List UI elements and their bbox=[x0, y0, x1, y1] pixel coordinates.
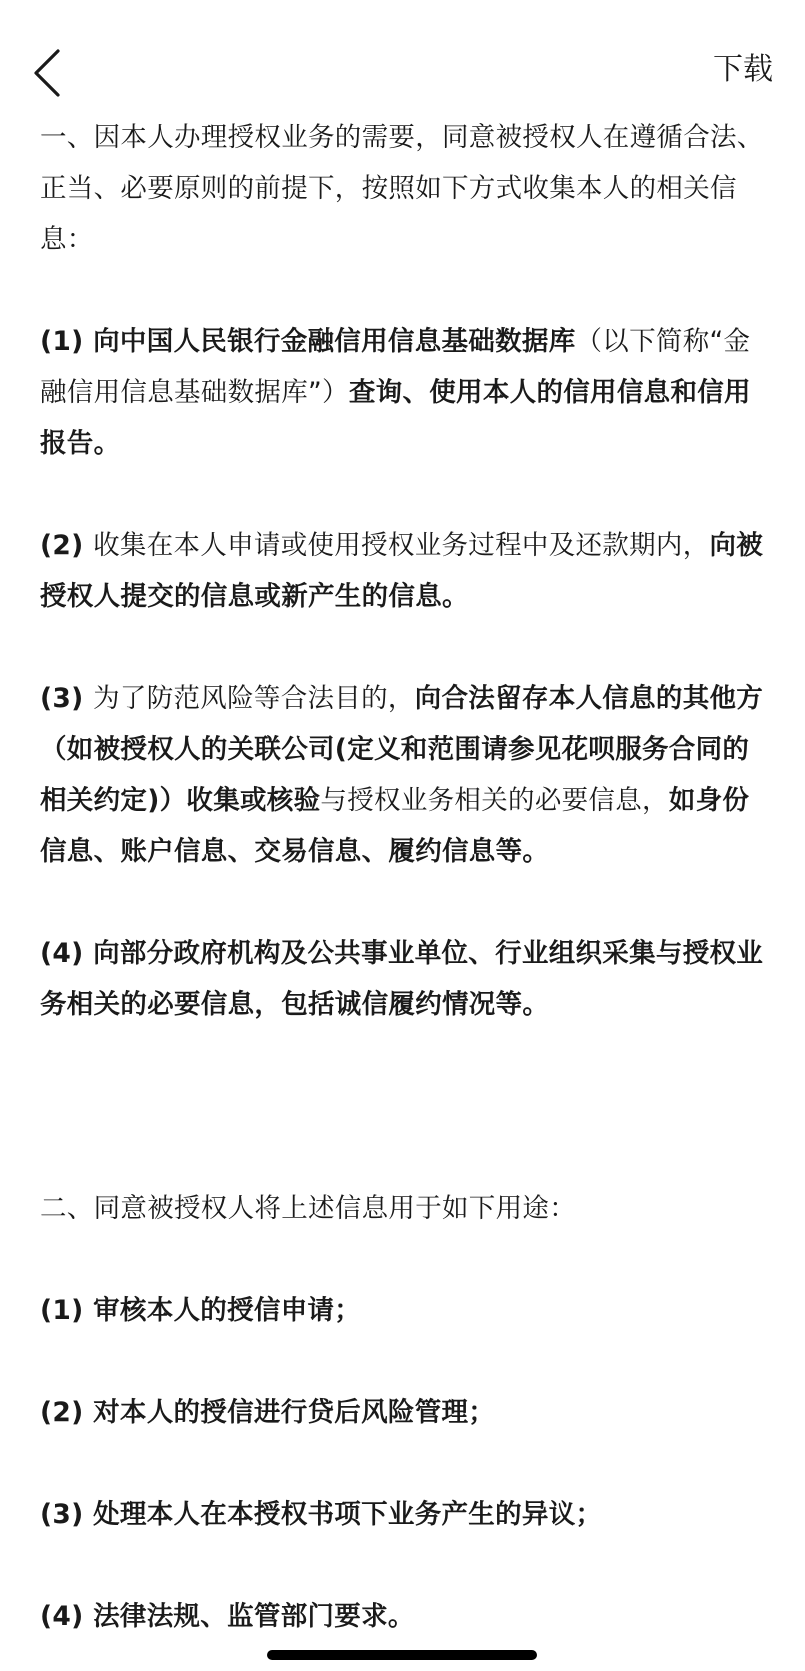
item-text: （以下简称“金融信用信息基础数据库”） bbox=[40, 326, 751, 408]
section2-item1 bbox=[40, 1285, 770, 1336]
section1-intro: 一、因本人办理授权业务的需要，同意被授权人在遵循合法、正当、必要原则的前提下，按照如下方式收集本人的相关信息： bbox=[40, 122, 764, 255]
section1-item3 bbox=[40, 673, 770, 877]
item-number: (4) bbox=[40, 938, 94, 969]
back-button[interactable] bbox=[30, 45, 74, 101]
item-text: 收集在本人申请或使用授权业务过程中及还款期内， bbox=[93, 530, 710, 561]
authorization-content bbox=[40, 112, 770, 1642]
item-number: (1) bbox=[40, 1295, 94, 1326]
section2-item4 bbox=[40, 1591, 770, 1642]
section2-item2 bbox=[40, 1387, 770, 1438]
item-number: (2) bbox=[40, 1397, 94, 1428]
item-number: (2) bbox=[40, 530, 94, 561]
chevron-left-icon bbox=[30, 45, 74, 101]
section1-item4 bbox=[40, 928, 770, 1030]
item-text-bold: 向部分政府机构及公共事业单位、行业组织采集与授权业务相关的必要信息，包括诚信履约情况等。 bbox=[40, 938, 764, 1020]
section2-item3 bbox=[40, 1489, 770, 1540]
item-text-bold: 如身份信息、账户信息、交易信息、履约信息等。 bbox=[40, 785, 750, 867]
item-text-bold: 向中国人民银行金融信用信息基础数据库 bbox=[93, 326, 576, 357]
item-number: (3) bbox=[40, 1499, 94, 1530]
item-text-bold: 审核本人的授信申请； bbox=[93, 1295, 362, 1326]
item-text-bold: 法律法规、监管部门要求。 bbox=[93, 1601, 415, 1632]
section2-intro: 二、同意被授权人将上述信息用于如下用途： bbox=[40, 1193, 576, 1224]
item-text-bold: 向合法留存本人信息的其他方（如被授权人的关联公司(定义和范围请参见花呗服务合同的相关约定)）收集或核验 bbox=[40, 683, 764, 816]
item-text-bold: 处理本人在本授权书项下业务产生的异议； bbox=[93, 1499, 603, 1530]
item-text-bold: 向被授权人提交的信息或新产生的信息。 bbox=[40, 530, 764, 612]
item-text: 与授权业务相关的必要信息， bbox=[320, 785, 669, 816]
download-button[interactable]: 下载 bbox=[713, 52, 773, 87]
item-text-bold: 对本人的授信进行贷后风险管理； bbox=[93, 1397, 496, 1428]
item-number: (1) bbox=[40, 326, 94, 357]
item-number: (3) bbox=[40, 683, 94, 714]
section1-item2 bbox=[40, 520, 770, 622]
item-text-bold: 查询、使用本人的信用信息和信用报告。 bbox=[40, 377, 751, 459]
item-text: 为了防范风险等合法目的， bbox=[93, 683, 415, 714]
item-number: (4) bbox=[40, 1601, 94, 1632]
home-indicator[interactable] bbox=[267, 1650, 537, 1660]
section1-item1 bbox=[40, 316, 770, 469]
